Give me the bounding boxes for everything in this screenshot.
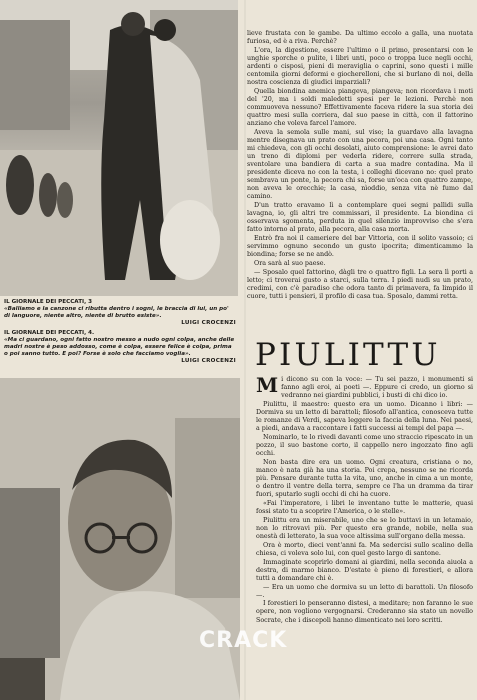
paragraph: Entrò fra noi il cameriere del bar Vittoria, con il solito vassoio; ci servimmo ognuno secondo un gusto ipocrita; dimenticammo la biondina; forse se ne andò. xyxy=(247,235,473,259)
paragraph: I forestieri lo penseranno distesi, a meditare; non faranno le sue opere, non vogliono vergognarsi. Crederanno sia stato un novello Socrate, che i discepoli hanno dimenticato nei loro scritti. xyxy=(256,600,473,624)
paragraph: lieve frustata con le gambe. Da ultimo eccolo a galla, una nuotata furiosa, ed è a riva. Perchè? xyxy=(247,30,473,46)
paragraph: Quella biondina anemica piangeva, piangeva; non ricordava i moti del '20, ma i soldi maledetti spesi per le lezioni. Perchè non commuoveva nessuno? Effettivamente faceva ridere la sua storia dei quattro mesi sulla corriera, dal suo paese in città, con il fattorino anziano che voleva farcel l'amore. xyxy=(247,87,473,128)
paragraph: L'ora, la digestione, essere l'ultimo o il primo, presentarsi con le unghie sporche o pulite, i libri unti, poco o troppa luce negli occhi, ardenti o cisposi, pieni di meraviglia o caprini, sono questi i mille centomila giorni deformi e giocherelloni, che si burlano di noi, della nostra coscienza di giudici imparziali? xyxy=(247,46,473,87)
photo-dancing-couple xyxy=(0,0,238,296)
paragraph: Immaginate scoprirlo domani ai giardini, nella seconda aiuola a destra, di marmo bianco. D'estate è pieno di forestieri, e allora tutti a domandare chi è. xyxy=(256,558,473,582)
paragraph: Aveva la semola sulle mani, sul viso; la guardavo alla lavagna mentre disegnava un prato con una pecora, poi una casa. Ogni tanto mi chiedeva, con gli occhi desolati, aiuto comprensione: le avrei dato un treno di diplomi per vederla ridere, correre sulla strada, sventolare una bandiera di carta a sua madre contadina. Ma il presidente diceva no con la testa, i colleghi dicevano no: quel prato sembrava un ponte, la pecora chi sa, forse un'oca con quattro zampe, non aveva le orecchie; la casa, nìoddio, senza vita nè fumo dal camino. xyxy=(247,128,473,201)
paragraph: Piulittu, il maestro: questo era un uomo. Dicanno i libri: — Dormiva su un letto di barattoli; filosofo all'antica, conosceva tutte le romanze di Verdi, sapeva leggere la faccia della luna. Nei paesi, a piedi, andava a raccontare i fatti successi ai tempi del papa —. xyxy=(256,400,473,433)
drop-cap: M xyxy=(256,373,279,397)
story-column-top xyxy=(247,30,473,302)
caption-1-title: IL GIORNALE DEI PECCATI, 3 xyxy=(4,299,93,305)
paragraph: Non basta dire era un uomo. Ogni creatura, cristiana o no, manco è nata già ha una storia. Poi crepa, nessuno se ne ricorda più. Pensare durante tutta la vita, uno, anche in cima a un monte, o dentro il ventre della terra, sempre ce l'ha un dramma da tirar fuori, sputarlo sugli occhi di chi ha cuore. xyxy=(256,458,473,499)
caption-1 xyxy=(4,299,236,327)
paragraph: Nominarlo, te lo rivedi davanti come uno straccio ripescato in un pozzo, il suo bastone corto, il cappello nero ingozzato fino agli occhi. xyxy=(256,433,473,458)
article-headline: PIULITTU xyxy=(255,337,441,373)
photo-dancing-couple-image xyxy=(0,0,238,296)
paragraph: Ora sarà al suo paese. xyxy=(254,260,326,268)
opening-text: i dicono su con la voce: — Tu sei pazzo, i monumenti si fanno agli eroi, ai poeti —. Eppure ci credo, un giorno si vedranno nei giardini pubblici, i busti di chi dico io. xyxy=(281,376,473,400)
caption-1-body: «Balliamo e la canzone ci ributta dentro i sogni, le braccia di lui, un po' di languore, niente altro, niente di brutto esiste». xyxy=(4,306,229,319)
caption-2 xyxy=(4,330,236,365)
paragraph: D'un tratto eravamo lì a contemplare quei segni pallidi sulla lavagna, io, gli altri tre commissari, il presidente. La biondina ci osservava sgomenta, perduta in quel silenzio improvviso che s'era fatto intorno al prato, alla pecora, alla casa morta. xyxy=(247,202,473,234)
opening-paragraph xyxy=(256,373,473,400)
caption-2-author: LUIGI CROCENZI xyxy=(181,358,236,364)
paragraph: — Era un uomo che dormiva su un letto di barattoli. Un filosofo —. xyxy=(256,583,473,599)
caption-2-body: «Ma ci guardano, ogni fatto nostro messo a nudo ogni colpa, anche delle madri nostre è peso addosso, come è colpa, essere felice è colpa, prima o poi sanno tutto. E poi? Forse è solo che facciamo voglia». xyxy=(4,337,235,357)
watermark-logo: CRACK xyxy=(199,628,288,653)
paragraph: — Sposalo quel fattorino, dàgli tre o quattro figli. La sera lì porti a letto; ci troverai gusto a starci, sulla terra. I piedi nudi su un prato, credimi, con c'è paradiso che odora tanto di primavera, fa limpido il cuore, tutti i pensieri, il profilo di casa tua. Sposalo, dammi retta. xyxy=(247,268,473,301)
photo-captions xyxy=(4,299,236,368)
caption-2-title: IL GIORNALE DEI PECCATI, 4. xyxy=(4,330,95,336)
paragraph: Ora è morto, dieci vent'anni fa. Ma sedercisi sullo scalino della chiesa, ci voleva solo lui, con quel gesto largo di santone. xyxy=(256,541,473,557)
caption-1-author: LUIGI CROCENZI xyxy=(181,320,236,326)
paragraph: «Fai l'imperatore, i libri le inventano tutte le matterie, quasi fossi stato tu a scoprire l'America, o le stelle». xyxy=(256,499,473,515)
paragraph: Piulittu era un miserabile, uno che se lo buttavi in un letamaio, non lo ritrovavi più. Per questo era grande, nobile, nella sua onestà di letterato, la sua voce altissima sull'organo della messa. xyxy=(256,516,473,540)
story-column-bottom xyxy=(256,373,473,625)
page-fold xyxy=(244,0,246,700)
